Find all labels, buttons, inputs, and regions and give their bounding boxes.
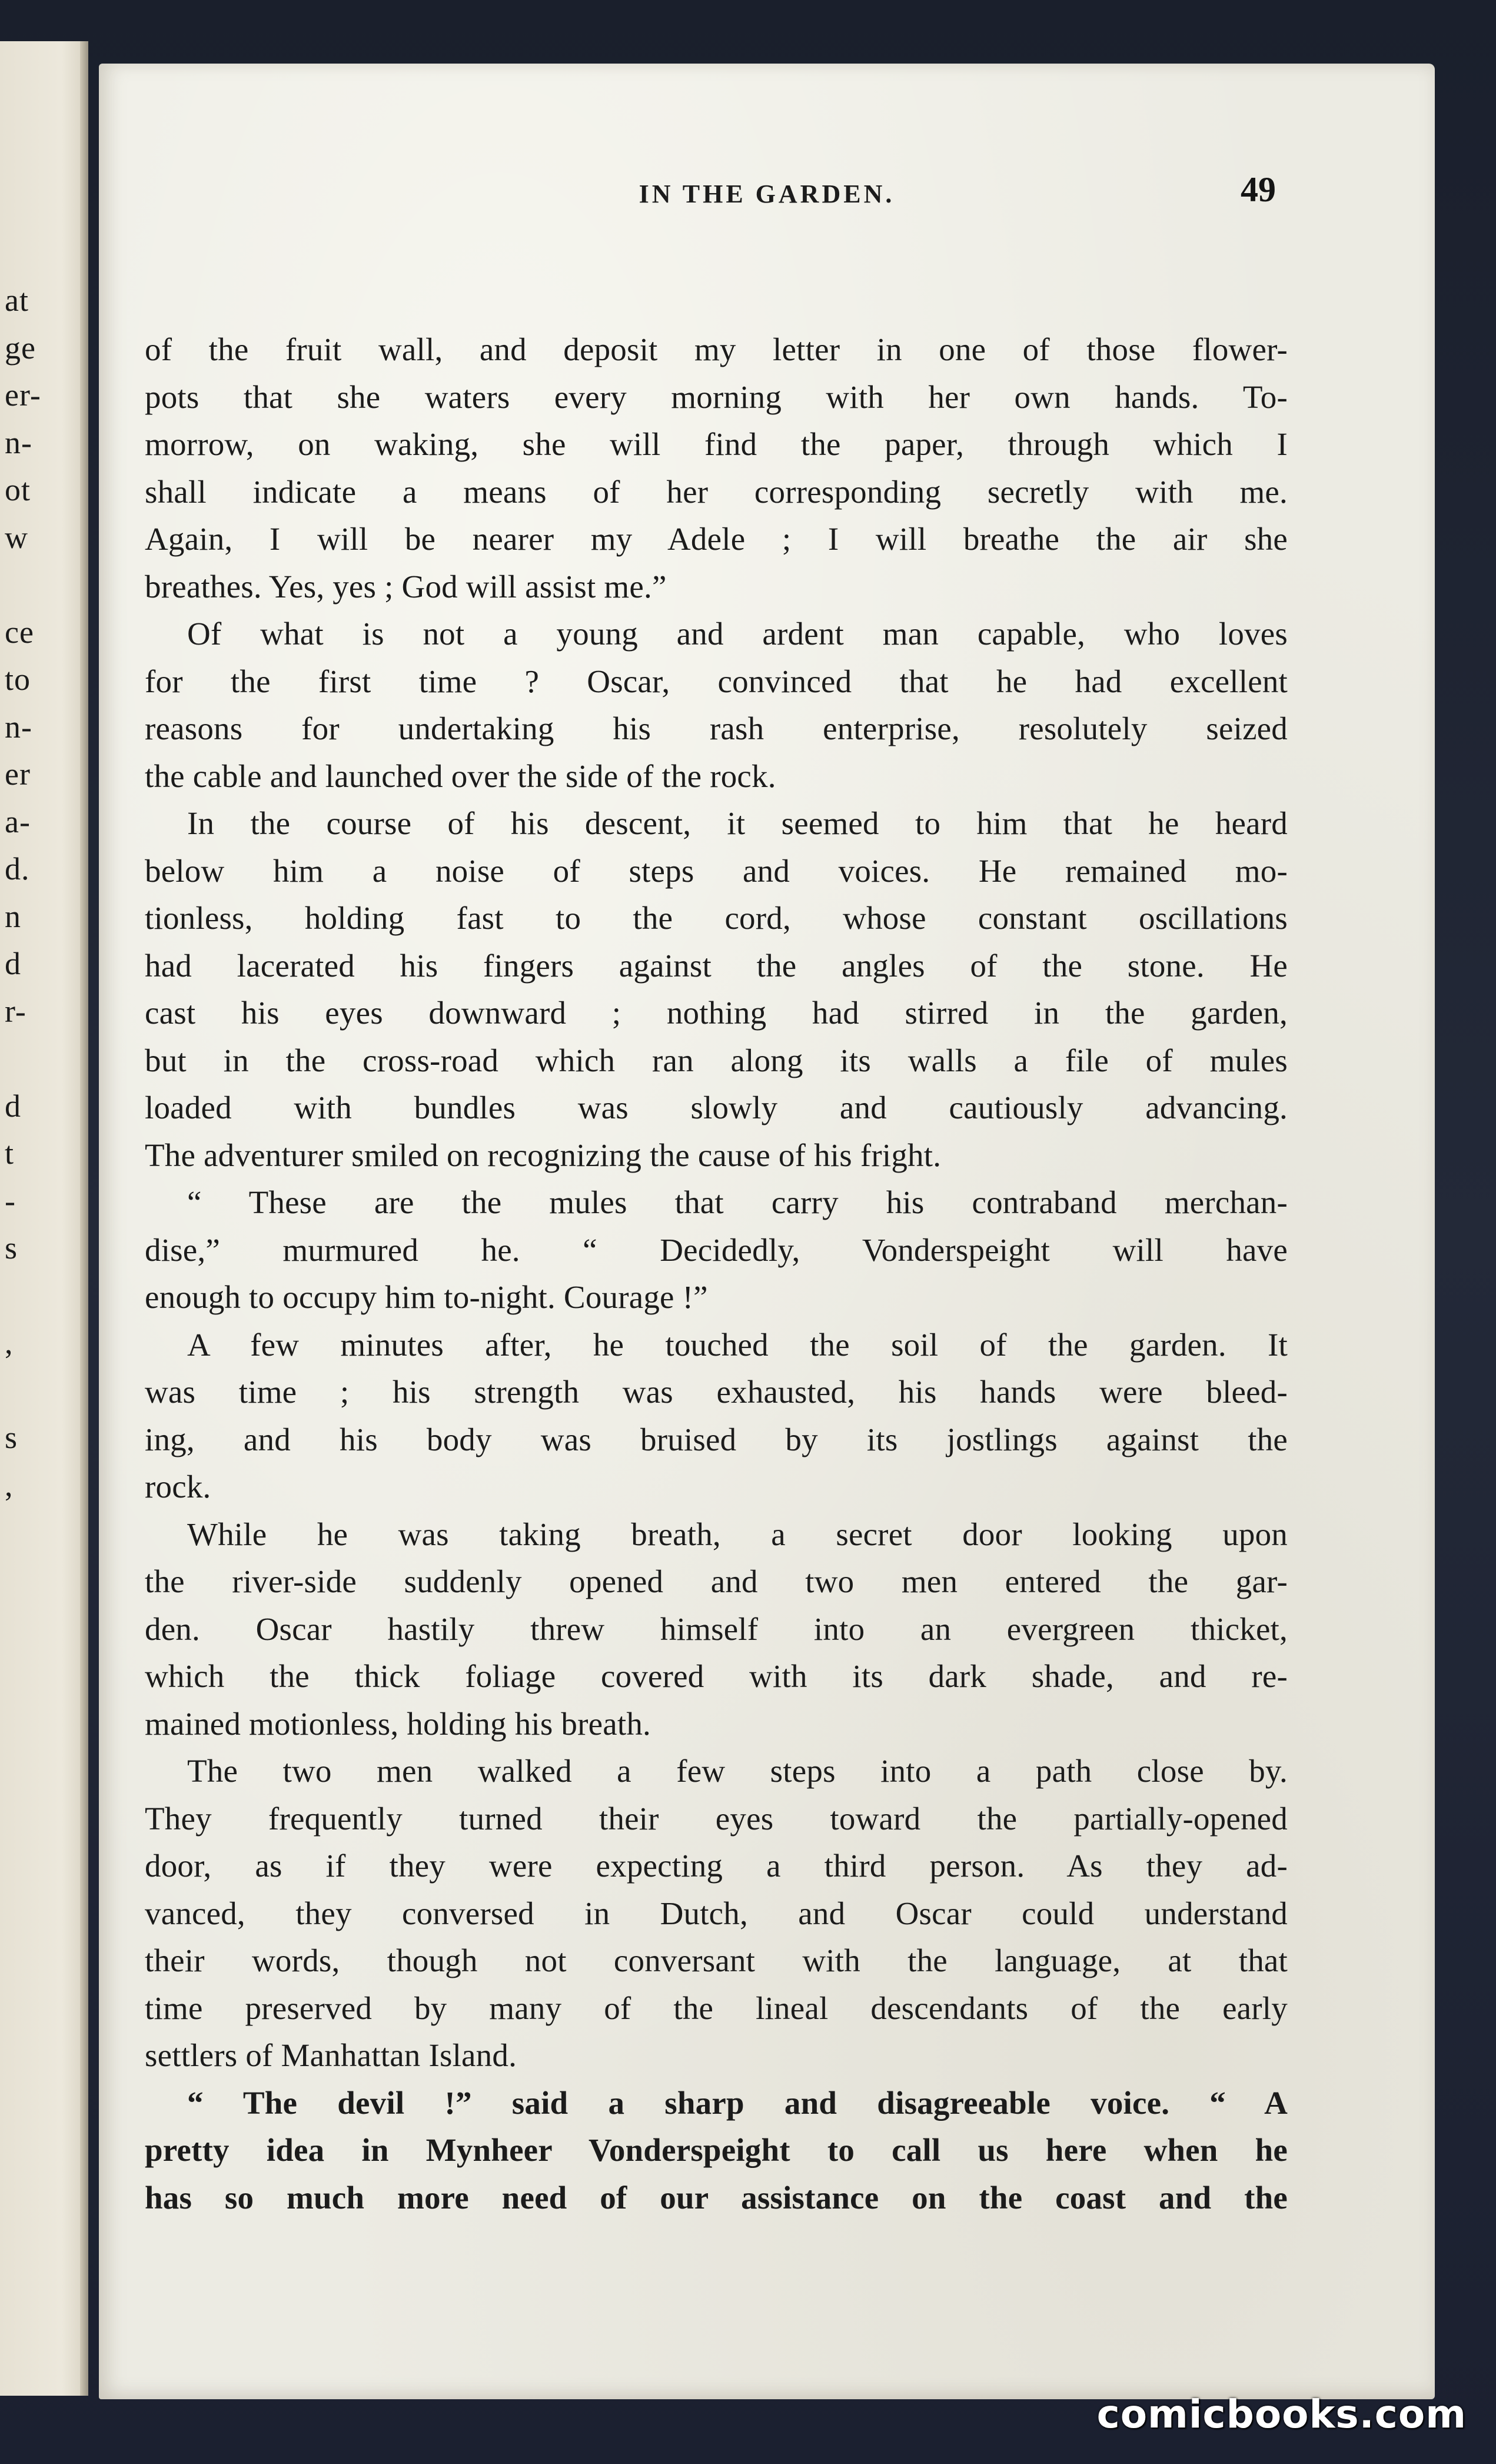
- text-line: “ The devil !” said a sharp and disagreeable voice. “ A: [187, 2084, 1288, 2121]
- previous-page-fragment: r-: [5, 993, 26, 1029]
- book-gutter: [80, 41, 88, 2396]
- text-line: tionless, holding fast to the cord, whose constant oscillations: [145, 900, 1288, 936]
- previous-page-fragment: ge: [5, 330, 36, 366]
- previous-page-fragment: ce: [5, 614, 34, 650]
- text-line: ing, and his body was bruised by its jostlings against the: [145, 1421, 1288, 1457]
- body-text: [145, 326, 1288, 2221]
- text-line: pretty idea in Mynheer Vonderspeight to call us here when he: [145, 2132, 1288, 2168]
- text-line: While he was taking breath, a secret door looking upon: [187, 1516, 1288, 1552]
- text-line: loaded with bundles was slowly and cautiously advancing.: [145, 1090, 1288, 1125]
- previous-page-fragment: -: [5, 1183, 16, 1218]
- previous-page-fragment: s: [5, 1230, 18, 1266]
- previous-page-fragment: er: [5, 756, 31, 792]
- text-line: shall indicate a means of her corresponding secretly with me.: [145, 473, 1288, 510]
- watermark: comicbooks.com: [1096, 2392, 1467, 2437]
- previous-page-fragment: a-: [5, 803, 31, 839]
- text-line: pots that she waters every morning with her own hands. To-: [145, 378, 1288, 415]
- previous-page-fragment: s: [5, 1420, 18, 1455]
- previous-page-fragment: er-: [5, 377, 41, 413]
- text-line: In the course of his descent, it seemed to him that he heard: [187, 805, 1288, 841]
- previous-page-fragment: d: [5, 1088, 21, 1124]
- text-line: breathes. Yes, yes ; God will assist me.”: [145, 568, 667, 605]
- text-line: the cable and launched over the side of the rock.: [145, 758, 776, 794]
- text-line: cast his eyes downward ; nothing had stirred in the garden,: [145, 995, 1288, 1031]
- text-line: vanced, they conversed in Dutch, and Oscar could understand: [145, 1895, 1288, 1931]
- previous-page-fragment: at: [5, 283, 29, 318]
- text-line: of the fruit wall, and deposit my letter in one of those flower-: [145, 331, 1288, 367]
- text-line: their words, though not conversant with the language, at that: [145, 1942, 1288, 1978]
- previous-page-fragment: ot: [5, 472, 31, 507]
- page-number: 49: [1241, 170, 1276, 209]
- text-line: The two men walked a few steps into a path close by.: [187, 1753, 1288, 1789]
- text-line: rock.: [145, 1469, 211, 1505]
- running-head: IN THE GARDEN.: [639, 180, 895, 208]
- text-line: “ These are the mules that carry his contraband merchan-: [187, 1184, 1288, 1220]
- previous-page-fragment: n-: [5, 424, 32, 460]
- previous-page-edge: [0, 41, 88, 2396]
- text-line: door, as if they were expecting a third person. As they ad-: [145, 1848, 1288, 1884]
- book-page: [99, 64, 1435, 2399]
- previous-page-fragment: to: [5, 662, 31, 697]
- text-line: had lacerated his fingers against the angles of the stone. He: [145, 947, 1288, 984]
- previous-page-fragment: d: [5, 946, 21, 981]
- previous-page-fragment: d.: [5, 851, 30, 886]
- text-line: Again, I will be nearer my Adele ; I will breathe the air she: [145, 521, 1288, 557]
- text-line: but in the cross-road which ran along its walls a file of mules: [145, 1042, 1288, 1078]
- text-line: settlers of Manhattan Island.: [145, 2037, 517, 2073]
- previous-page-fragment: ,: [5, 1325, 14, 1360]
- text-line: reasons for undertaking his rash enterprise, resolutely seized: [145, 710, 1288, 746]
- previous-page-fragment: n-: [5, 709, 32, 745]
- text-line: the river-side suddenly opened and two men entered the gar-: [145, 1563, 1288, 1599]
- text-line: morrow, on waking, she will find the paper, through which I: [145, 426, 1288, 462]
- text-line: has so much more need of our assistance on the coast and the: [145, 2179, 1288, 2216]
- text-line: Of what is not a young and ardent man capable, who loves: [187, 616, 1288, 652]
- text-line: for the first time ? Oscar, convinced that he had excellent: [145, 663, 1288, 699]
- text-line: mained motionless, holding his breath.: [145, 1705, 651, 1742]
- previous-page-fragment: w: [5, 519, 28, 555]
- text-line: enough to occupy him to-night. Courage !”: [145, 1279, 708, 1315]
- text-line: A few minutes after, he touched the soil of the garden. It: [187, 1326, 1288, 1363]
- text-line: den. Oscar hastily threw himself into an evergreen thicket,: [145, 1610, 1288, 1647]
- text-line: which the thick foliage covered with its dark shade, and re-: [145, 1658, 1288, 1694]
- text-line: The adventurer smiled on recognizing the cause of his fright.: [145, 1137, 942, 1173]
- previous-page-fragment: t: [5, 1135, 15, 1171]
- previous-page-fragment: n: [5, 898, 21, 934]
- text-line: They frequently turned their eyes toward the partially-opened: [145, 1800, 1288, 1837]
- text-line: below him a noise of steps and voices. He remained mo-: [145, 852, 1288, 889]
- text-line: was time ; his strength was exhausted, his hands were bleed-: [145, 1374, 1288, 1410]
- text-line: dise,” murmured he. “ Decidedly, Vonderspeight will have: [145, 1231, 1288, 1268]
- text-line: time preserved by many of the lineal descendants of the early: [145, 1990, 1288, 2026]
- previous-page-fragment: ,: [5, 1467, 14, 1503]
